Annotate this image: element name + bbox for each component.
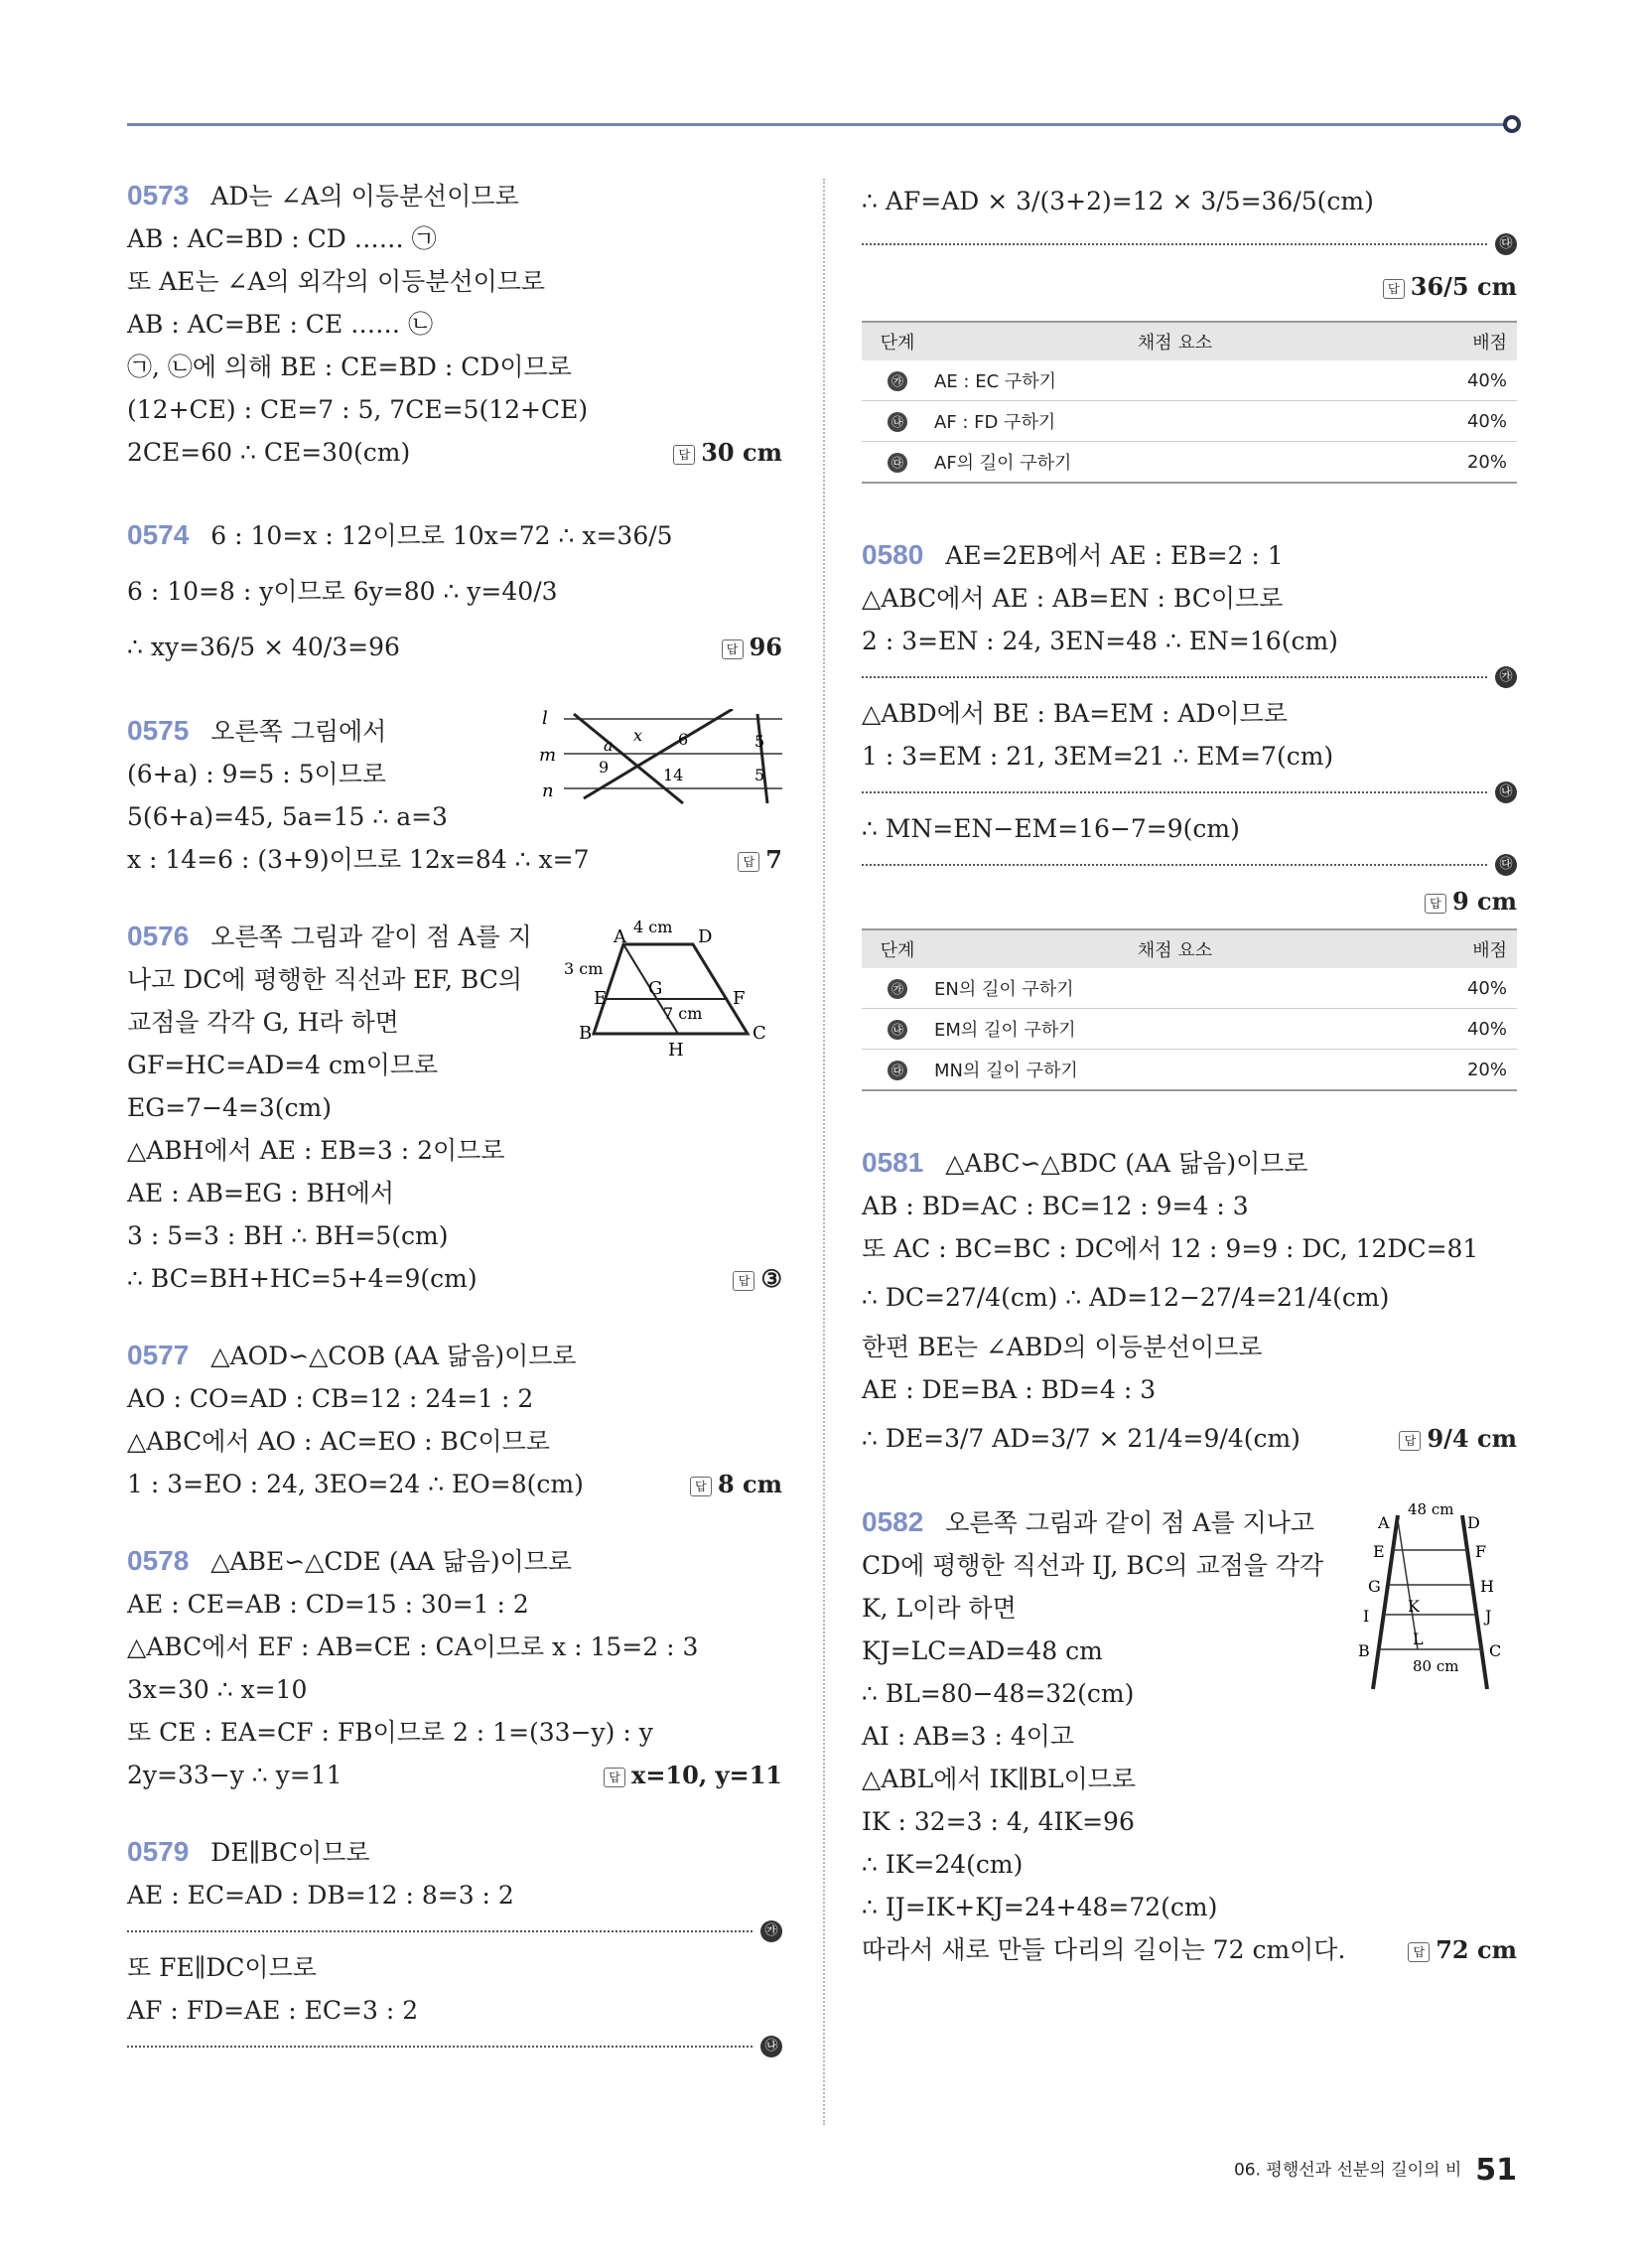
svg-text:J: J [1485, 1607, 1492, 1626]
problem-0580 [862, 533, 1517, 1091]
solution-line: 오른쪽 그림에서 [210, 717, 387, 746]
answer: 답 72 cm [1408, 1928, 1517, 1971]
svg-text:5: 5 [754, 766, 765, 784]
answer: 답 96 [722, 620, 782, 675]
answer: 답 x=10, y=11 [604, 1754, 782, 1796]
problem-number: 0578 [127, 1545, 190, 1576]
svg-text:4 cm: 4 cm [633, 918, 673, 936]
left-column [127, 174, 782, 2095]
solution-line: ∴ BL=80−48=32(cm) [862, 1679, 1135, 1708]
problem-0578 [127, 1539, 782, 1796]
svg-text:A: A [1378, 1513, 1390, 1532]
svg-text:D: D [1467, 1513, 1480, 1532]
step-separator: ㉮ [862, 662, 1517, 692]
problem-number: 0580 [862, 539, 924, 570]
solution-line: 6 : 10=8 : y이므로 6y=80 ∴ y=40/3 [127, 577, 558, 606]
solution-line: 3 : 5=3 : BH ∴ BH=5(cm) [127, 1221, 449, 1250]
svg-text:l: l [542, 709, 548, 729]
solution-line: ∴ xy=36/5 × 40/3=96 [127, 633, 400, 661]
problem-number: 0576 [127, 921, 190, 951]
page-footer [1234, 2153, 1517, 2188]
solution-line: 따라서 새로 만들 다리의 길이는 72 cm이다. [862, 1935, 1346, 1964]
svg-text:I: I [1363, 1607, 1370, 1626]
solution-line: IK : 32=3 : 4, 4IK=96 [862, 1807, 1135, 1836]
step-separator: ㉰ [862, 850, 1517, 880]
solution-line: AE=2EB에서 AE : EB=2 : 1 [945, 541, 1284, 570]
solution-line: ∴ IK=24(cm) [862, 1850, 1024, 1879]
solution-line: (12+CE) : CE=7 : 5, 7CE=5(12+CE) [127, 395, 589, 424]
problem-number: 0582 [862, 1506, 924, 1537]
solution-line: △ABC에서 AE : AB=EN : BC이므로 [862, 584, 1284, 613]
svg-text:9: 9 [599, 758, 610, 777]
solution-line: AF : FD=AE : EC=3 : 2 [127, 1996, 419, 2025]
svg-text:x: x [633, 726, 643, 745]
problem-number: 0574 [127, 519, 190, 550]
solution-line: 또 AC : BC=BC : DC에서 12 : 9=9 : DC, 12DC=81 [862, 1234, 1479, 1263]
solution-line: CD에 평행한 직선과 IJ, BC의 교점을 각각 [862, 1551, 1324, 1580]
problem-0573 [127, 174, 782, 474]
solution-line: 2y=33−y ∴ y=11 [127, 1761, 342, 1789]
solution-line: AB : BD=AC : BC=12 : 9=4 : 3 [862, 1192, 1249, 1220]
svg-text:80 cm: 80 cm [1413, 1657, 1459, 1675]
solution-line: AB : AC=BD : CD …… ㉠ [127, 224, 437, 253]
solution-line: 나고 DC에 평행한 직선과 EF, BC의 [127, 965, 523, 994]
problem-number: 0579 [127, 1836, 190, 1867]
column-divider [823, 179, 825, 2125]
solution-line: (6+a) : 9=5 : 5이므로 [127, 760, 387, 788]
svg-text:D: D [698, 926, 713, 947]
solution-line: △AOD∽△COB (AA 닮음)이므로 [210, 1342, 577, 1370]
svg-text:3 cm: 3 cm [564, 959, 604, 978]
solution-line: △ABC∽△BDC (AA 닮음)이므로 [945, 1149, 1308, 1178]
solution-line: 또 AE는 ∠A의 외각의 이등분선이므로 [127, 267, 546, 296]
solution-line: △ABC에서 EF : AB=CE : CA이므로 x : 15=2 : 3 [127, 1632, 699, 1661]
problem-0579 [127, 1830, 782, 2061]
solution-line: 한편 BE는 ∠ABD의 이등분선이므로 [862, 1333, 1263, 1361]
svg-text:m: m [539, 745, 557, 766]
solution-line: AE : DE=BA : BD=4 : 3 [862, 1375, 1157, 1404]
solution-line: ∴ DC=27/4(cm) ∴ AD=12−27/4=21/4(cm) [862, 1283, 1390, 1312]
solution-line: AE : CE=AB : CD=15 : 30=1 : 2 [127, 1590, 529, 1619]
problem-0574 [127, 507, 782, 675]
trapezoid-figure [564, 915, 782, 1063]
answer: 답 30 cm [673, 431, 782, 474]
step-separator: ㉯ [127, 2032, 782, 2061]
svg-text:F: F [1475, 1542, 1487, 1561]
svg-text:5: 5 [754, 732, 765, 751]
answer: 답 36/5 cm [1383, 259, 1517, 315]
solution-line: 1 : 3=EM : 21, 3EM=21 ∴ EM=7(cm) [862, 742, 1334, 771]
top-rule [127, 123, 1513, 126]
solution-line: DE∥BC이므로 [210, 1838, 370, 1867]
solution-line: △ABE∽△CDE (AA 닮음)이므로 [210, 1547, 573, 1576]
solution-line: ∴ IJ=IK+KJ=24+48=72(cm) [862, 1893, 1218, 1921]
answer: 답 9 cm [1425, 880, 1517, 922]
svg-text:G: G [1368, 1577, 1381, 1596]
answer: 답 ③ [733, 1257, 782, 1300]
solution-line: ∴ DE=3/7 AD=3/7 × 21/4=9/4(cm) [862, 1424, 1300, 1453]
svg-text:G: G [648, 978, 663, 999]
solution-line: 3x=30 ∴ x=10 [127, 1675, 308, 1704]
solution-line: AO : CO=AD : CB=12 : 24=1 : 2 [127, 1384, 534, 1413]
problem-number: 0577 [127, 1340, 190, 1370]
svg-text:A: A [614, 926, 626, 947]
solution-line: x : 14=6 : (3+9)이므로 12x=84 ∴ x=7 [127, 845, 590, 874]
solution-line: ∴ MN=EN−EM=16−7=9(cm) [862, 814, 1240, 843]
answer: 답 8 cm [690, 1463, 782, 1505]
problem-number: 0581 [862, 1147, 924, 1178]
problem-0581 [862, 1141, 1517, 1467]
svg-text:B: B [579, 1023, 593, 1044]
solution-line: △ABD에서 BE : BA=EM : AD이므로 [862, 699, 1288, 728]
solution-line: ∴ AF=AD × 3/(3+2)=12 × 3/5=36/5(cm) [862, 187, 1374, 215]
solution-line: KJ=LC=AD=48 cm [862, 1636, 1103, 1665]
svg-text:E: E [1373, 1542, 1385, 1561]
answer: 답 9/4 cm [1399, 1411, 1517, 1467]
ladder-figure [1338, 1500, 1517, 1699]
problem-number: 0575 [127, 715, 190, 746]
problem-0576 [127, 915, 782, 1300]
problem-number: 0573 [127, 180, 190, 211]
scoring-table: 단계 채점 요소 배점 ㉮ EN의 길이 구하기 40% ㉯ EM의 길이 구하기 40% ㉰ MN의 길이 구하기 20% [862, 928, 1517, 1091]
solution-line: △ABH에서 AE : EB=3 : 2이므로 [127, 1136, 505, 1165]
solution-line: AE : AB=EG : BH에서 [127, 1179, 395, 1207]
svg-text:48 cm: 48 cm [1408, 1500, 1454, 1518]
step-separator: ㉯ [862, 778, 1517, 807]
svg-text:F: F [733, 988, 746, 1009]
svg-text:L: L [1413, 1630, 1424, 1648]
svg-text:K: K [1408, 1597, 1420, 1616]
parallel-lines-figure [534, 709, 782, 818]
svg-text:a: a [604, 736, 614, 755]
svg-text:E: E [594, 988, 608, 1009]
solution-line: K, L이라 하면 [862, 1594, 1017, 1623]
solution-line: 1 : 3=EO : 24, 3EO=24 ∴ EO=8(cm) [127, 1470, 584, 1498]
solution-line: AE : EC=AD : DB=12 : 8=3 : 2 [127, 1881, 514, 1910]
page-number: 51 [1475, 2153, 1517, 2188]
solution-line: 2 : 3=EN : 24, 3EN=48 ∴ EN=16(cm) [862, 627, 1338, 655]
svg-text:6: 6 [678, 730, 689, 749]
solution-line: △ABC에서 AO : AC=EO : BC이므로 [127, 1427, 550, 1456]
svg-text:H: H [668, 1040, 684, 1061]
solution-line: ∴ BC=BH+HC=5+4=9(cm) [127, 1264, 478, 1293]
solution-line: 6 : 10=x : 12이므로 10x=72 ∴ x=36/5 [210, 521, 673, 550]
answer: 답 7 [738, 838, 782, 881]
solution-line: 2CE=60 ∴ CE=30(cm) [127, 438, 411, 467]
solution-line: 교점을 각각 G, H라 하면 [127, 1008, 399, 1037]
chapter-title: 06. 평행선과 선분의 길이의 비 [1233, 2160, 1462, 2181]
svg-text:H: H [1480, 1577, 1494, 1596]
solution-line: EG=7−4=3(cm) [127, 1093, 332, 1122]
problem-0579-continued [862, 174, 1517, 484]
solution-line: AB : AC=BE : CE …… ㉡ [127, 310, 434, 339]
solution-line: △ABL에서 IK∥BL이므로 [862, 1765, 1137, 1793]
svg-text:C: C [753, 1023, 766, 1044]
svg-text:B: B [1358, 1641, 1370, 1660]
solution-line: 오른쪽 그림과 같이 점 A를 지 [210, 922, 532, 951]
problem-0577 [127, 1334, 782, 1505]
svg-text:C: C [1489, 1641, 1502, 1660]
step-separator: ㉮ [127, 1916, 782, 1946]
step-separator: ㉰ [862, 229, 1517, 259]
solution-line: 오른쪽 그림과 같이 점 A를 지나고 [945, 1508, 1315, 1537]
problem-0582 [862, 1500, 1517, 1971]
solution-line: 또 CE : EA=CF : FB이므로 2 : 1=(33−y) : y [127, 1718, 653, 1747]
problem-0575 [127, 709, 782, 881]
right-column [862, 174, 1517, 2005]
top-rule-dot [1503, 115, 1521, 133]
solution-line: AD는 ∠A의 이등분선이므로 [210, 182, 519, 211]
solution-line: 또 FE∥DC이므로 [127, 1953, 317, 1982]
solution-line: 5(6+a)=45, 5a=15 ∴ a=3 [127, 802, 448, 831]
svg-text:14: 14 [663, 766, 684, 784]
scoring-table: 단계 채점 요소 배점 ㉮ AE : EC 구하기 40% ㉯ AF : FD 구하기 40% ㉰ AF의 길이 구하기 20% [862, 321, 1517, 484]
solution-line: GF=HC=AD=4 cm이므로 [127, 1051, 439, 1079]
svg-text:n: n [542, 780, 554, 801]
svg-text:7 cm: 7 cm [663, 1004, 703, 1023]
solution-line: ㉠, ㉡에 의해 BE : CE=BD : CD이므로 [127, 353, 572, 381]
solution-line: AI : AB=3 : 4이고 [862, 1722, 1075, 1751]
